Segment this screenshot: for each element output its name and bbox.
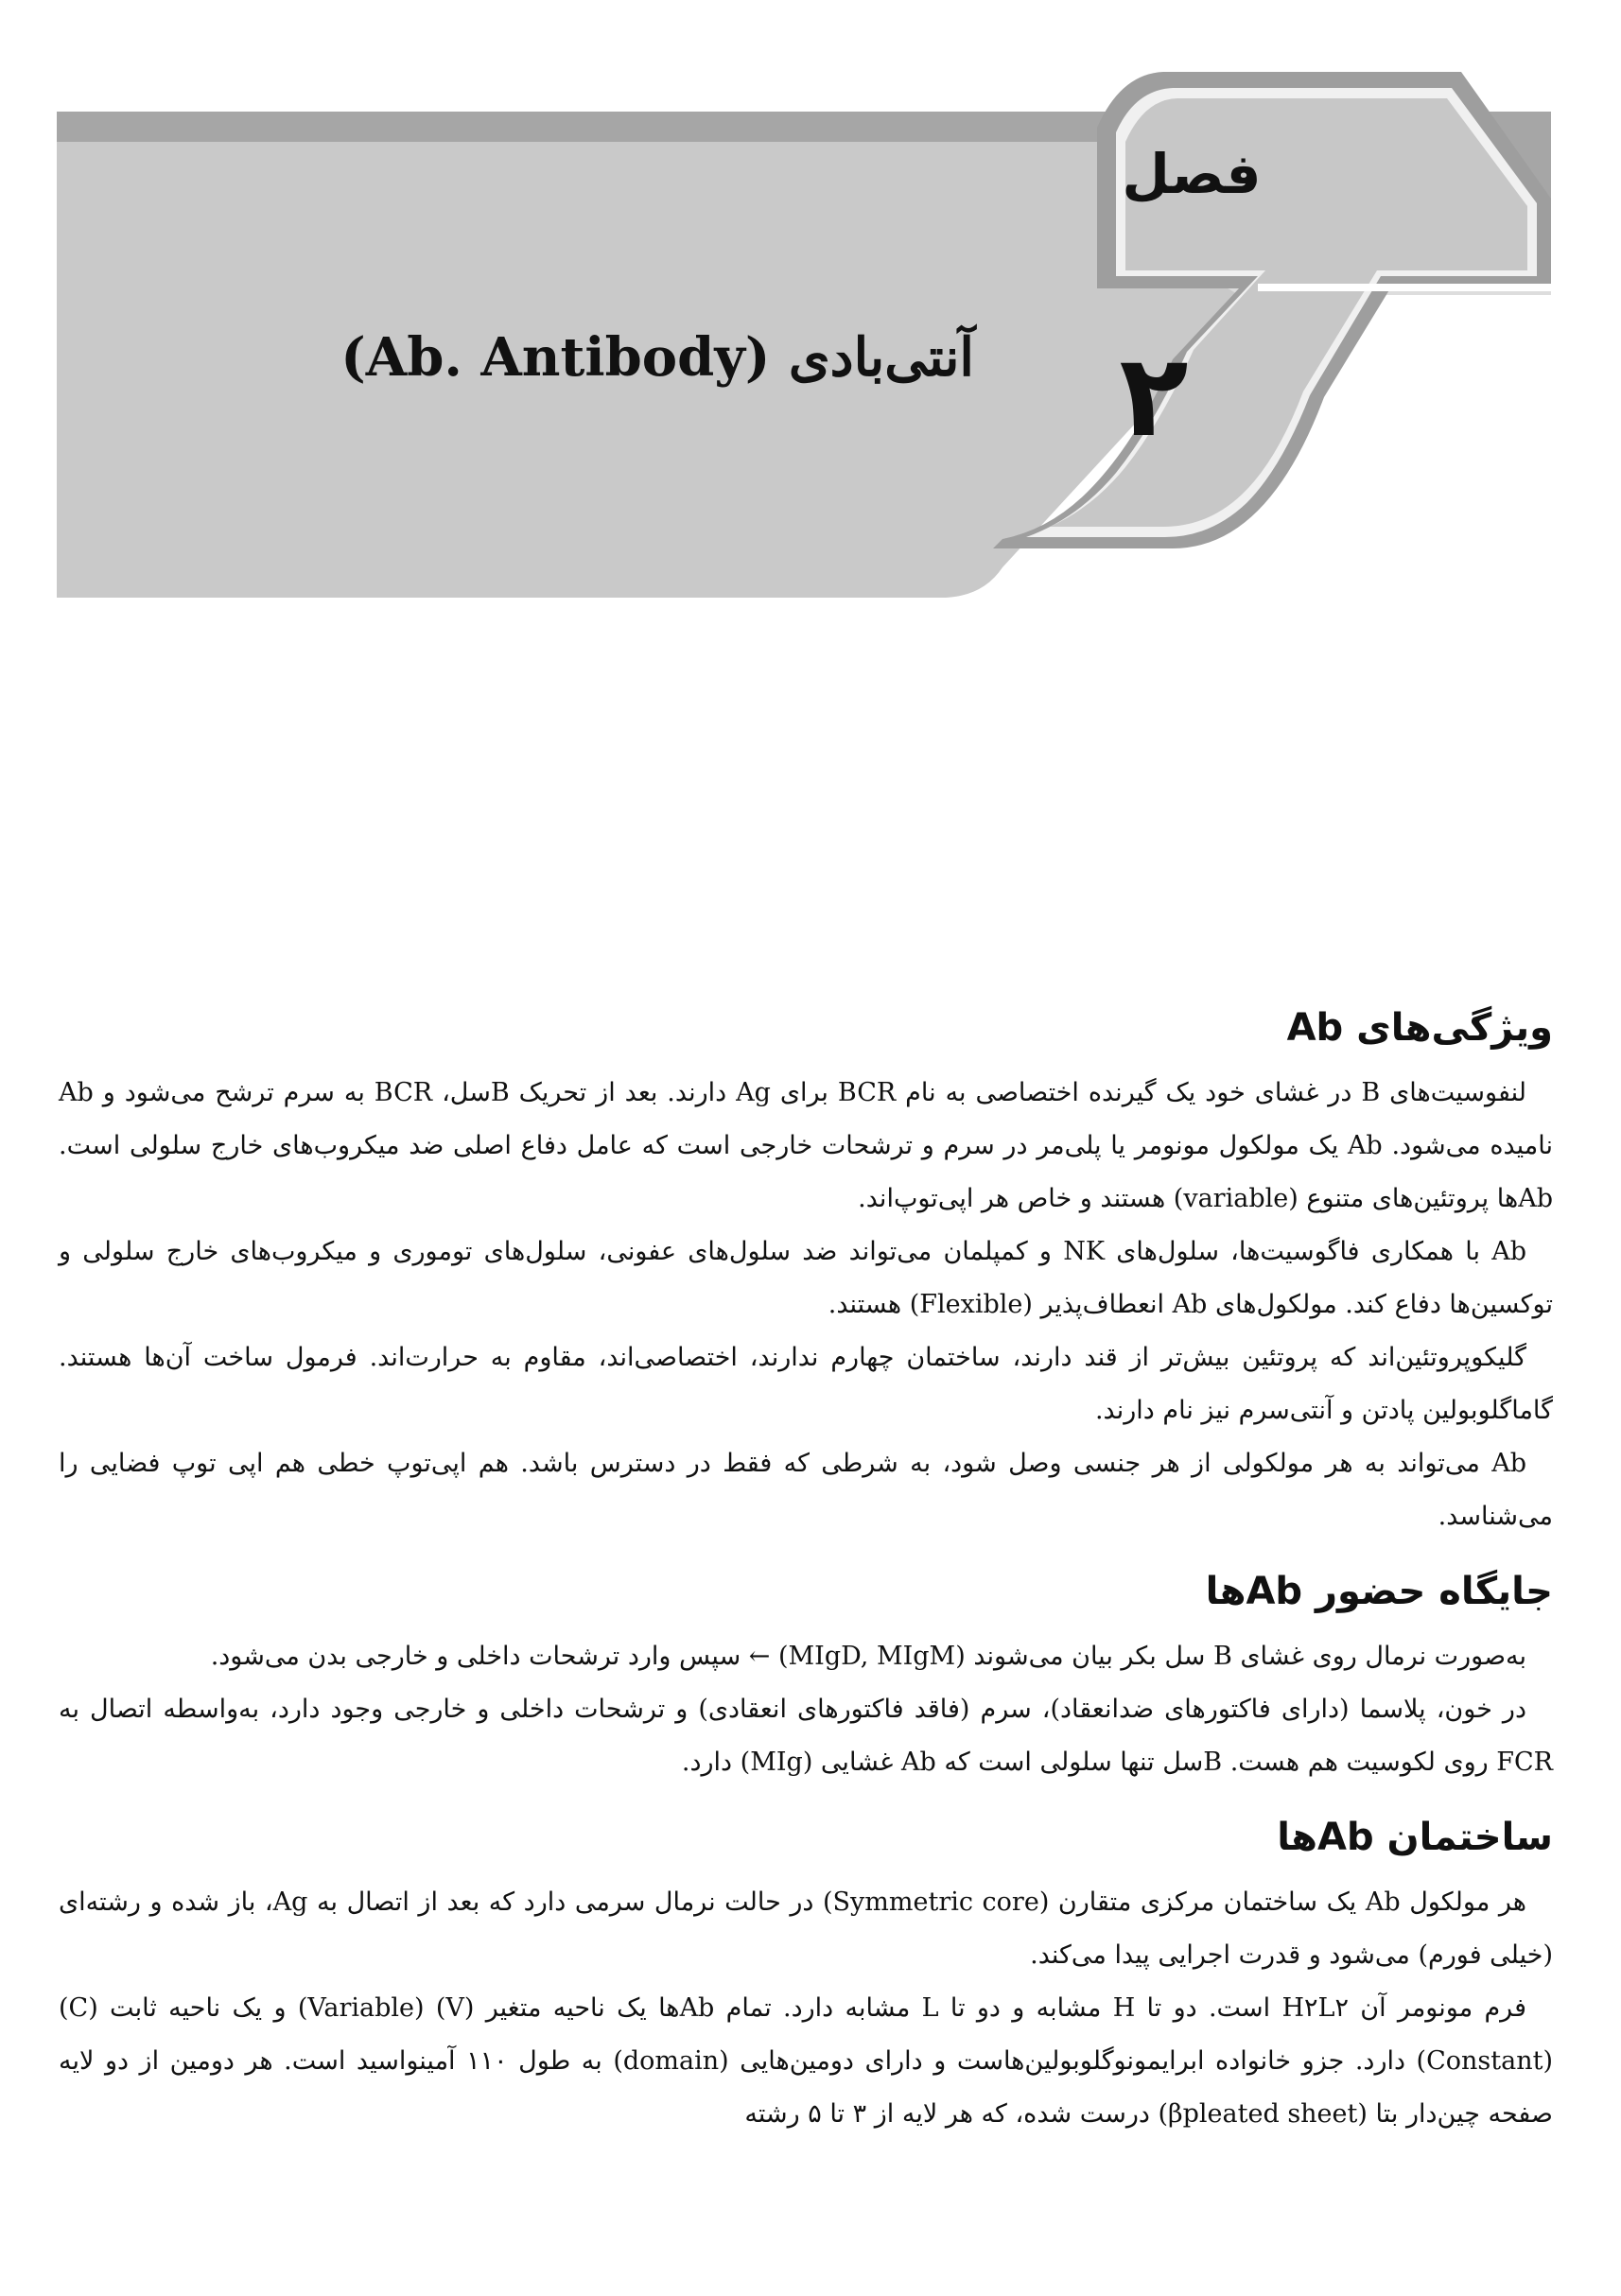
section-heading: ویژگی‌های Ab: [1286, 1006, 1553, 1050]
section-ab-structure: [59, 1812, 1553, 2141]
chapter-number: ۲: [1119, 331, 1189, 462]
paragraph: لنفوسیت‌های B در غشای خود یک گیرنده اختصاصی به نام BCR برای Ag دارند. بعد از تحریک Bسل، BCR به سرم ترشح می‌شود و Ab نامیده می‌شود. Ab یک مولکول مونومر یا پلی‌مر در سرم و ترشحات خارجی است که عامل دفاع اصلی ضد میکروب‌های خارج سلولی است. Abها پروتئین‌های متنوع (variable) هستند و خاص هر اپی‌توپ‌اند.: [59, 1078, 1553, 1213]
chapter-label: فصل: [1122, 142, 1262, 206]
paragraph: Ab می‌تواند به هر مولکولی از هر جنسی وصل شود، به شرطی که فقط در دسترس باشد. هم اپی‌توپ خطی هم اپی توپ فضایی را می‌شناسد.: [59, 1449, 1553, 1531]
chapter-content: [59, 1002, 1553, 2164]
paragraph: هر مولکول Ab یک ساختمان مرکزی متقارن (Symmetric core) در حالت نرمال سرمی دارد که بعد از اتصال به Ag، باز شده و رشته‌ای (خیلی فورم) می‌شود و قدرت اجرایی پیدا می‌کند.: [59, 1887, 1553, 1970]
paragraph: به‌صورت نرمال روی غشای B سل بکر بیان می‌شوند (MIgD, MIgM) ← سپس وارد ترشحات داخلی و خارجی بدن می‌شود.: [210, 1642, 1526, 1671]
paragraph: Ab با همکاری فاگوسیت‌ها، سلول‌های NK و کمپلمان می‌تواند ضد سلول‌های عفونی، سلول‌های توموری و میکروب‌های خارج سلولی و توکسین‌ها دفاع کند. مولکول‌های Ab انعطاف‌پذیر (Flexible) هستند.: [59, 1237, 1553, 1319]
chapter-title: آنتی‌بادی (Ab. Antibody): [340, 326, 974, 389]
paragraph: در خون، پلاسما (دارای فاکتورهای ضدانعقاد)، سرم (فاقد فاکتورهای انعقادی) و ترشحات داخلی و خارجی وجود دارد، به‌واسطه اتصال به FCR روی لکوسیت هم هست. Bسل تنها سلولی است که Ab غشایی (MIg) دارد.: [59, 1695, 1553, 1777]
paragraph: فرم مونومر آن H۲L۲ است. دو تا H مشابه و دو تا L مشابه دارد. تمام Abها یک ناحیه متغیر (V) (Variable) و یک ناحیه ثابت (C) (Constant) دارد. جزو خانواده ابرایمونوگلوبولین‌هاست و دارای دومین‌هایی (domain) به طول ۱۱۰ آمینواسید است. هر دومین از دو لایه صفحه چین‌دار بتا (βpleated sheet) درست شده، که هر لایه از ۳ تا ۵ رشته: [59, 1993, 1553, 2129]
section-heading: جایگاه حضور Abها: [1205, 1570, 1553, 1613]
section-ab-properties: [59, 1002, 1553, 1543]
banner-separator: [1258, 284, 1551, 291]
paragraph: گلیکوپروتئین‌اند که پروتئین بیش‌تر از قند دارند، ساختمان چهارم ندارند، اختصاصی‌اند، مقاوم به حرارت‌اند. فرمول ساخت آن‌ها هستند. گاماگلوبولین پادتن و آنتی‌سرم نیز نام دارند.: [59, 1343, 1553, 1425]
section-heading: ساختمان Abها: [1277, 1816, 1553, 1859]
chapter-banner: [0, 0, 1621, 662]
section-ab-location: [59, 1566, 1553, 1789]
